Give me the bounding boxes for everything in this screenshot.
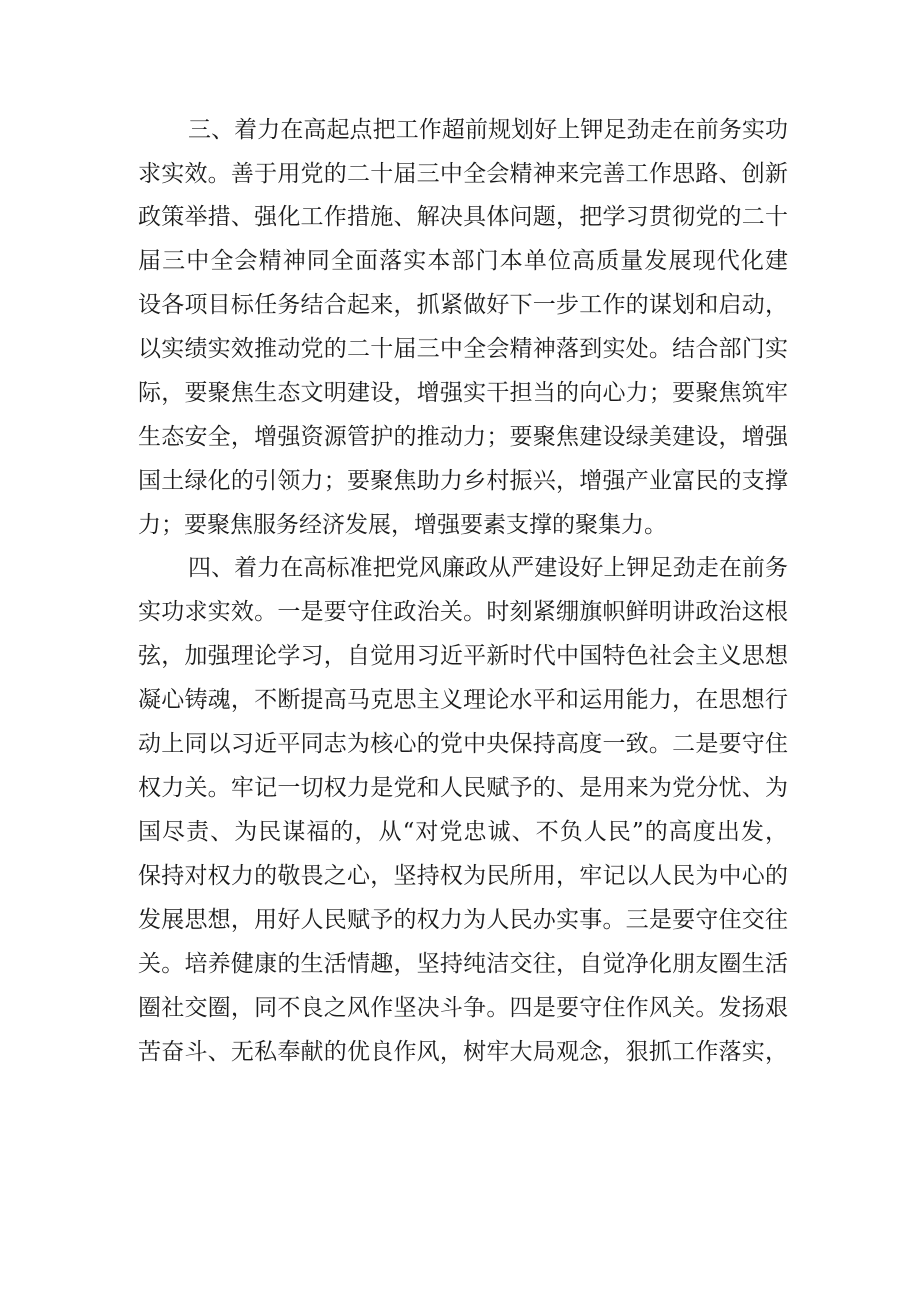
text-line: 圈社交圈，同不良之风作坚决斗争。四是要守住作风关。发扬艰	[138, 995, 788, 1021]
text-line: 凝心铸魂，不断提高马克思主义理论水平和运用能力，在思想行	[138, 687, 788, 713]
text-line: 以实绩实效推动党的二十届三中全会精神落到实处。结合部门实	[138, 336, 788, 362]
text-line: 生态安全，增强资源管护的推动力；要聚焦建设绿美建设，增强	[138, 424, 788, 450]
text-line: 权力关。牢记一切权力是党和人民赋予的、是用来为党分忧、为	[138, 775, 788, 801]
text-line: 届三中全会精神同全面落实本部门本单位高质量发展现代化建	[138, 248, 788, 274]
text-line: 关。培养健康的生活情趣，坚持纯洁交往，自觉净化朋友圈生活	[138, 951, 788, 977]
text-line: 际，要聚焦生态文明建设，增强实干担当的向心力；要聚焦筑牢	[138, 380, 788, 406]
text-line: 力；要聚焦服务经济发展，增强要素支撑的聚集力。	[138, 512, 667, 538]
text-line: 实功求实效。一是要守住政治关。时刻紧绷旗帜鲜明讲政治这根	[138, 599, 788, 625]
text-line: 发展思想，用好人民赋予的权力为人民办实事。三是要守住交往	[138, 907, 788, 933]
text-line: 国土绿化的引领力；要聚焦助力乡村振兴，增强产业富民的支撑	[138, 468, 788, 494]
text-line: 四、着力在高标准把党风廉政从严建设好上钾足劲走在前务	[188, 555, 788, 581]
text-line: 求实效。善于用党的二十届三中全会精神来完善工作思路、创新	[138, 161, 788, 187]
text-line: 设各项目标任务结合起来，抓紧做好下一步工作的谋划和启动，	[138, 292, 788, 318]
text-line: 动上同以习近平同志为核心的党中央保持高度一致。二是要守住	[138, 731, 788, 757]
text-line: 三、着力在高起点把工作超前规划好上钾足劲走在前务实功	[188, 117, 788, 143]
text-line: 弦，加强理论学习，自觉用习近平新时代中国特色社会主义思想	[138, 643, 788, 669]
text-line: 苦奋斗、无私奉献的优良作风，树牢大局观念，狠抓工作落实，	[138, 1039, 788, 1065]
text-line: 政策举措、强化工作措施、解决具体问题，把学习贯彻党的二十	[138, 204, 788, 230]
text-line: 保持对权力的敬畏之心，坚持权为民所用，牢记以人民为中心的	[138, 863, 788, 889]
text-line: 国尽责、为民谋福的，从“对党忠诚、不负人民”的高度出发，	[138, 819, 788, 845]
